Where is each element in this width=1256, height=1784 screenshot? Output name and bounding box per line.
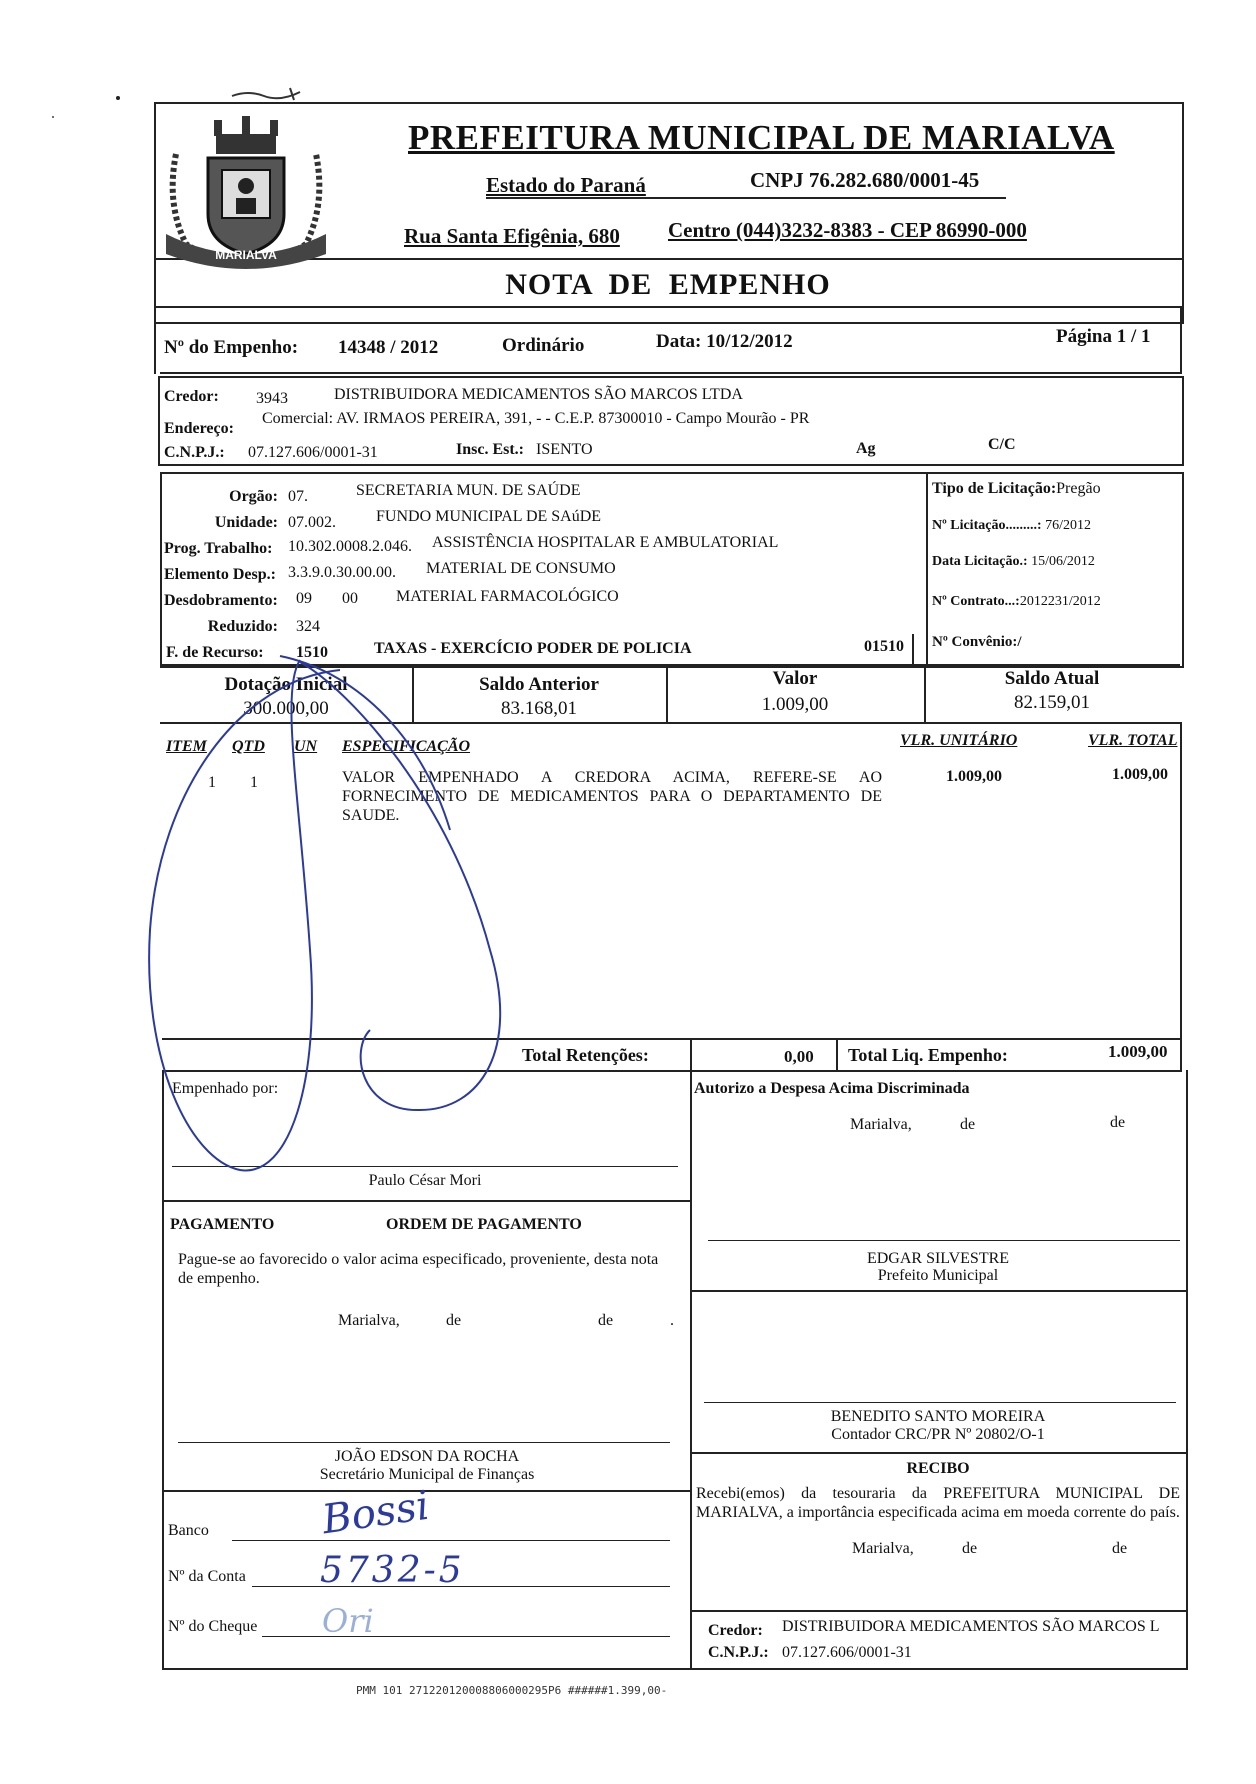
machine-print: PMM 101 271220120008806000295P6 ######1.399,00- [356,1684,668,1697]
saldo-atual-value: 82.159,01 [1014,692,1090,713]
licitacao-contrato-value: 2012231/2012 [1019,594,1101,609]
recibo-label: RECIBO [906,1460,970,1477]
valor-label: Valor [772,668,818,689]
prefeito-role: Prefeito Municipal [877,1267,999,1284]
page-title: PREFEITURA MUNICIPAL DE MARIALVA [408,118,1115,157]
valor-value: 1.009,00 [761,694,829,715]
qtd-header: QTD [232,738,265,755]
recibo-de2: de [1112,1540,1128,1557]
licitacao-data-value: 15/06/2012 [1031,554,1095,569]
prog-name: ASSISTÊNCIA HOSPITALAR E AMBULATORIAL [432,534,779,551]
pen-oval-mark [120,650,540,1210]
desdobramento-code1: 09 [296,590,312,607]
credor-label: Credor: [164,388,219,405]
elemento-name: MATERIAL DE CONSUMO [426,560,616,577]
autorizo-de1: de [960,1116,976,1133]
empenho-type: Ordinário [502,335,585,356]
pagamento-de1: de [446,1312,462,1329]
prog-label: Prog. Trabalho: [164,540,273,557]
row-total-value: 1.009,00 [1112,766,1168,783]
cnpj-label: C.N.P.J.: [164,444,225,461]
banco-label: Banco [168,1522,209,1539]
desdobramento-code2: 00 [342,590,358,607]
desdobramento-label: Desdobramento: [164,592,278,609]
autorizo-city: Marialva, [850,1116,912,1133]
credor-cnpj: 07.127.606/0001-31 [248,444,378,461]
licitacao-data-label: Data Licitação.: 15/06/2012 [932,554,1095,569]
liq-empenho-value: 1.009,00 [1108,1042,1168,1061]
scribble-mark [228,84,308,104]
un-header: UN [294,738,318,755]
crest-text: MARIALVA [215,248,277,262]
recurso-label: F. de Recurso: [166,644,264,661]
liq-empenho-label: Total Liq. Empenho: [848,1045,1008,1065]
elemento-code: 3.3.9.0.30.00.00. [288,564,396,581]
unidade-code: 07.002. [288,514,336,531]
licitacao-tipo-label: Tipo de Licitação:Pregão [932,480,1101,497]
pagamento-label: PAGAMENTO [170,1216,275,1233]
licitacao-tipo-value: Pregão [1056,480,1101,497]
secretario-name: JOÃO EDSON DA ROCHA [334,1448,520,1465]
empenhado-label: Empenhado por: [172,1080,279,1097]
document-title: NOTA DE EMPENHO [505,268,831,301]
autorizo-de2: de [1110,1114,1126,1131]
retencoes-value: 0,00 [784,1047,814,1066]
espec-header: ESPECIFICAÇÃO [342,738,471,755]
page-number: Página 1 / 1 [1056,326,1151,347]
credor-address: Comercial: AV. IRMAOS PEREIRA, 391, - - C.E.P. 87300010 - Campo Mourão - PR [262,410,810,427]
recibo-text: Recebi(emos) da tesouraria da PREFEITURA MUNICIPAL DE MARIALVA, a importância especificada acima em moeda corrente do país. [696,1485,1180,1521]
coat-of-arms-icon [156,114,336,274]
orgao-code: 07. [288,488,308,505]
total-header: VLR. TOTAL [1088,732,1178,749]
recibo-cnpj: 07.127.606/0001-31 [782,1644,912,1661]
banco-handwriting: Bossi [319,1482,433,1544]
row-qtd: 1 [250,774,258,791]
ordem-pagamento-label: ORDEM DE PAGAMENTO [386,1216,582,1233]
ag-label: Ag [856,440,876,457]
cheque-handwriting: Ori [322,1602,374,1640]
recibo-cnpj-label: C.N.P.J.: [708,1644,769,1661]
recibo-credor-label: Credor: [708,1622,763,1639]
conta-label: Nº da Conta [168,1568,246,1585]
unidade-label: Unidade: [214,514,278,531]
contador-role: Contador CRC/PR Nº 20802/O-1 [831,1426,1045,1443]
header-contact: Centro (044)3232-8383 - CEP 86990-000 [668,218,1027,242]
recibo-de1: de [962,1540,978,1557]
retencoes-label: Total Retenções: [522,1045,649,1065]
insc-value: ISENTO [536,441,593,458]
empenho-date: Data: 10/12/2012 [656,331,793,352]
reduzido-label: Reduzido: [207,618,278,635]
secretario-role: Secretário Municipal de Finanças [319,1466,535,1483]
pagamento-city: Marialva, [338,1312,400,1329]
scan-dot [116,96,120,100]
conta-handwriting: 5732-5 [320,1550,465,1591]
recibo-city: Marialva, [852,1540,914,1557]
endereco-label: Endereço: [164,420,234,437]
item-header: ITEM [166,738,207,755]
licitacao-num-label: Nº Licitação.........: 76/2012 [932,518,1091,533]
dotacao-value: 300.000,00 [243,698,329,719]
insc-label: Insc. Est.: [456,441,525,458]
saldo-atual-label: Saldo Atual [1004,668,1100,689]
empenho-number-label: Nº do Empenho: [164,337,299,358]
credor-name: DISTRIBUIDORA MEDICAMENTOS SÃO MARCOS LTDA [334,386,743,403]
row-especificacao: VALOR EMPENHADO A CREDORA ACIMA, REFERE-SE AO FORNECIMENTO DE MEDICAMENTOS PARA O DEPARTAMENTO DE SAUDE. [342,769,882,824]
state-name: Estado do Paraná [486,173,646,197]
pagamento-text: Pague-se ao favorecido o valor acima especificado, proveniente, desta nota de empenho. [178,1251,659,1287]
empenho-number: 14348 / 2012 [338,337,439,358]
reduzido-value: 324 [296,618,320,635]
pagamento-dot: . [670,1312,674,1329]
licitacao-num-value: 76/2012 [1045,518,1091,533]
credor-code: 3943 [256,390,288,407]
dotacao-label: Dotação Inicial [224,674,348,695]
row-unit-value: 1.009,00 [946,768,1002,785]
header-cnpj: CNPJ 76.282.680/0001-45 [750,168,980,192]
cheque-label: Nº do Cheque [168,1618,258,1635]
row-item: 1 [208,774,216,791]
scan-dot [52,116,54,118]
pagamento-de2: de [598,1312,614,1329]
recurso-code: 1510 [296,644,328,661]
empenhado-name: Paulo César Mori [368,1172,482,1189]
licitacao-convenio-label: Nº Convênio:/ [932,634,1022,650]
cc-label: C/C [988,436,1016,453]
unit-header: VLR. UNITÁRIO [900,732,1018,749]
prefeito-name: EDGAR SILVESTRE [866,1250,1010,1267]
autorizo-label: Autorizo a Despesa Acima Discriminada [694,1080,970,1097]
orgao-label: Orgão: [229,488,278,505]
unidade-name: FUNDO MUNICIPAL DE SAúDE [376,508,602,525]
elemento-label: Elemento Desp.: [164,566,276,583]
contador-name: BENEDITO SANTO MOREIRA [830,1408,1046,1425]
prog-code: 10.302.0008.2.046. [288,538,412,555]
orgao-name: SECRETARIA MUN. DE SAÚDE [356,482,581,499]
recurso-name: TAXAS - EXERCÍCIO PODER DE POLICIA [374,640,692,657]
saldo-anterior-value: 83.168,01 [501,698,577,719]
recibo-credor-name: DISTRIBUIDORA MEDICAMENTOS SÃO MARCOS L [782,1618,1160,1635]
desdobramento-name: MATERIAL FARMACOLÓGICO [396,588,619,605]
recurso-number: 01510 [864,638,904,655]
licitacao-contrato-label: Nº Contrato...:2012231/2012 [932,594,1101,609]
saldo-anterior-label: Saldo Anterior [479,674,599,695]
header-address: Rua Santa Efigênia, 680 [404,224,620,248]
